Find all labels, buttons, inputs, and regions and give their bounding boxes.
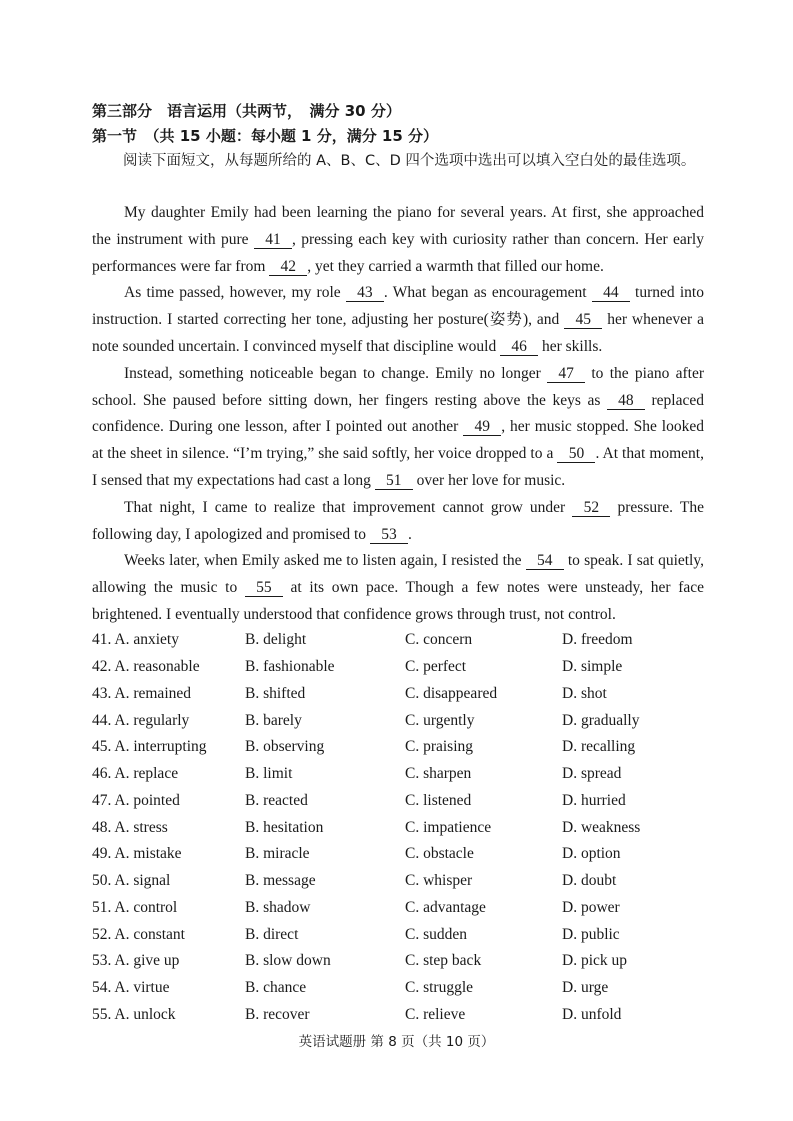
option-d: D. spread [562, 765, 622, 783]
passage-paragraph [92, 495, 704, 549]
question-50-options [92, 868, 712, 895]
option-c: C. advantage [405, 898, 486, 916]
option-a: 51. A. control [92, 898, 178, 916]
option-c: C. step back [405, 952, 482, 970]
option-a: 52. A. constant [92, 925, 185, 943]
option-d: D. option [562, 845, 621, 863]
option-c: C. relieve [405, 1005, 466, 1023]
option-c: C. disappeared [405, 684, 498, 702]
option-d: D. shot [562, 684, 607, 702]
question-53-options [92, 948, 712, 975]
option-c: C. praising [405, 738, 474, 756]
option-a: 50. A. signal [92, 872, 171, 890]
passage-text: to the piano after school. She paused before sitting down, her fingers resting above the keys as [92, 364, 704, 409]
option-b: B. reacted [245, 791, 308, 809]
blank-52: 52 [572, 499, 610, 517]
option-b: B. slow down [245, 952, 331, 970]
blank-42: 42 [269, 258, 307, 276]
question-44-options [92, 707, 712, 734]
question-41-options [92, 627, 712, 654]
passage-text: replaced confidence. During one lesson, after I pointed out another [92, 391, 704, 436]
blank-41: 41 [254, 231, 292, 249]
option-b: B. fashionable [245, 658, 335, 676]
option-b: B. chance [245, 979, 307, 997]
option-b: B. limit [245, 765, 293, 783]
question-47-options [92, 788, 712, 815]
option-c: C. struggle [405, 979, 474, 997]
blank-47: 47 [547, 365, 585, 383]
question-42-options [92, 654, 712, 681]
part-heading: 第三部分 语言运用（共两节， 满分 30 分） [92, 102, 401, 120]
passage-text: . At that moment, I sensed that my expectations had cast a long [92, 445, 704, 489]
option-b: B. shadow [245, 898, 311, 916]
question-49-options [92, 841, 712, 868]
option-d: D. recalling [562, 738, 636, 756]
page-footer: 英语试题册 第 8 页（共 10 页） [298, 1034, 495, 1050]
option-a: 49. A. mistake [92, 845, 182, 863]
question-55-options [92, 1002, 712, 1029]
option-a: 41. A. anxiety [92, 631, 179, 649]
question-52-options [92, 921, 712, 948]
option-b: B. miracle [245, 845, 310, 863]
passage-text: . What began as encouragement [383, 284, 592, 302]
option-d: D. power [562, 898, 620, 916]
passage-paragraph [92, 200, 704, 280]
option-a: 48. A. stress [92, 818, 168, 836]
option-c: C. concern [405, 631, 473, 649]
blank-53: 53 [370, 526, 408, 544]
passage-text: Instead, something noticeable began to change. Emily no longer [124, 364, 548, 382]
passage-text: Weeks later, when Emily asked me to listen again, I resisted the [124, 552, 526, 570]
option-b: B. shifted [245, 684, 306, 702]
passage-text: her whenever a note sounded uncertain. I convinced myself that discipline would [92, 311, 704, 355]
passage-text: As time passed, however, my role [124, 284, 346, 302]
options-list [92, 627, 712, 1028]
cloze-passage [92, 200, 704, 629]
option-a: 45. A. interrupting [92, 738, 207, 756]
option-d: D. freedom [562, 631, 633, 649]
option-a: 44. A. regularly [92, 711, 190, 729]
option-d: D. hurried [562, 791, 626, 809]
passage-text: , pressing each key with curiosity rather than concern. Her early performances were far from [92, 230, 704, 275]
section-heading: 第一节 （共 15 小题：每小题 1 分，满分 15 分） [92, 127, 439, 145]
option-b: B. hesitation [245, 818, 324, 836]
passage-text: That night, I came to realize that improvement cannot grow under [124, 498, 573, 516]
instructions: 阅读下面短文，从每题所给的 A、B、C、D 四个选项中选出可以填入空白处的最佳选项。 [123, 153, 696, 169]
blank-49: 49 [463, 418, 501, 436]
passage-text: pressure. The following day, I apologized and promised to [92, 498, 704, 543]
option-c: C. perfect [405, 658, 467, 676]
blank-55: 55 [245, 579, 283, 597]
passage-paragraph [92, 280, 704, 360]
question-48-options [92, 814, 712, 841]
blank-46: 46 [500, 338, 538, 356]
blank-50: 50 [557, 445, 595, 463]
option-a: 55. A. unlock [92, 1005, 176, 1023]
option-b: B. recover [245, 1005, 310, 1023]
passage-text: My daughter Emily had been learning the piano for several years. At first, she approached the instrument with pure [92, 204, 704, 248]
passage-text: to speak. I sat quietly, allowing the music to [92, 552, 704, 597]
blank-44: 44 [592, 284, 630, 302]
option-a: 43. A. remained [92, 684, 192, 702]
option-a: 53. A. give up [92, 952, 180, 970]
option-a: 42. A. reasonable [92, 658, 200, 676]
option-c: C. urgently [405, 711, 475, 729]
option-c: C. sharpen [405, 765, 472, 783]
option-d: D. doubt [562, 872, 617, 890]
question-51-options [92, 895, 712, 922]
question-54-options [92, 975, 712, 1002]
option-c: C. whisper [405, 872, 473, 890]
option-b: B. delight [245, 631, 307, 649]
option-c: C. listened [405, 791, 472, 809]
option-c: C. impatience [405, 818, 492, 836]
option-d: D. pick up [562, 952, 628, 970]
option-d: D. gradually [562, 711, 640, 729]
passage-text: , her music stopped. She looked at the sheet in silence. “I’m trying,” she said softly, her voice dropped to a [92, 418, 704, 463]
option-d: D. unfold [562, 1005, 622, 1023]
option-d: D. simple [562, 658, 623, 676]
option-a: 47. A. pointed [92, 791, 180, 809]
question-45-options [92, 734, 712, 761]
option-a: 54. A. virtue [92, 979, 170, 997]
passage-text: turned into instruction. I started correcting her tone, adjusting her posture(姿势), and [92, 284, 704, 329]
passage-paragraph [92, 361, 704, 495]
option-d: D. urge [562, 979, 609, 997]
option-d: D. weakness [562, 818, 641, 836]
option-b: B. observing [245, 738, 325, 756]
question-43-options [92, 681, 712, 708]
option-a: 46. A. replace [92, 765, 179, 783]
passage-text: her skills. [538, 337, 603, 355]
option-c: C. obstacle [405, 845, 474, 863]
blank-45: 45 [564, 311, 602, 329]
blank-51: 51 [375, 472, 413, 490]
passage-text: over her love for music. [412, 471, 566, 489]
option-b: B. message [245, 872, 316, 890]
blank-43: 43 [346, 284, 384, 302]
option-d: D. public [562, 925, 620, 943]
option-c: C. sudden [405, 925, 467, 943]
passage-text: , yet they carried a warmth that filled our home. [307, 257, 604, 275]
passage-text: . [407, 525, 412, 543]
question-46-options [92, 761, 712, 788]
passage-paragraph [92, 548, 704, 628]
blank-54: 54 [526, 552, 564, 570]
passage-text: at its own pace. Though a few notes were unsteady, her face brightened. I eventually understood that confidence grows through trust, not control. [92, 579, 704, 623]
option-b: B. barely [245, 711, 302, 729]
blank-48: 48 [607, 392, 645, 410]
option-b: B. direct [245, 925, 299, 943]
